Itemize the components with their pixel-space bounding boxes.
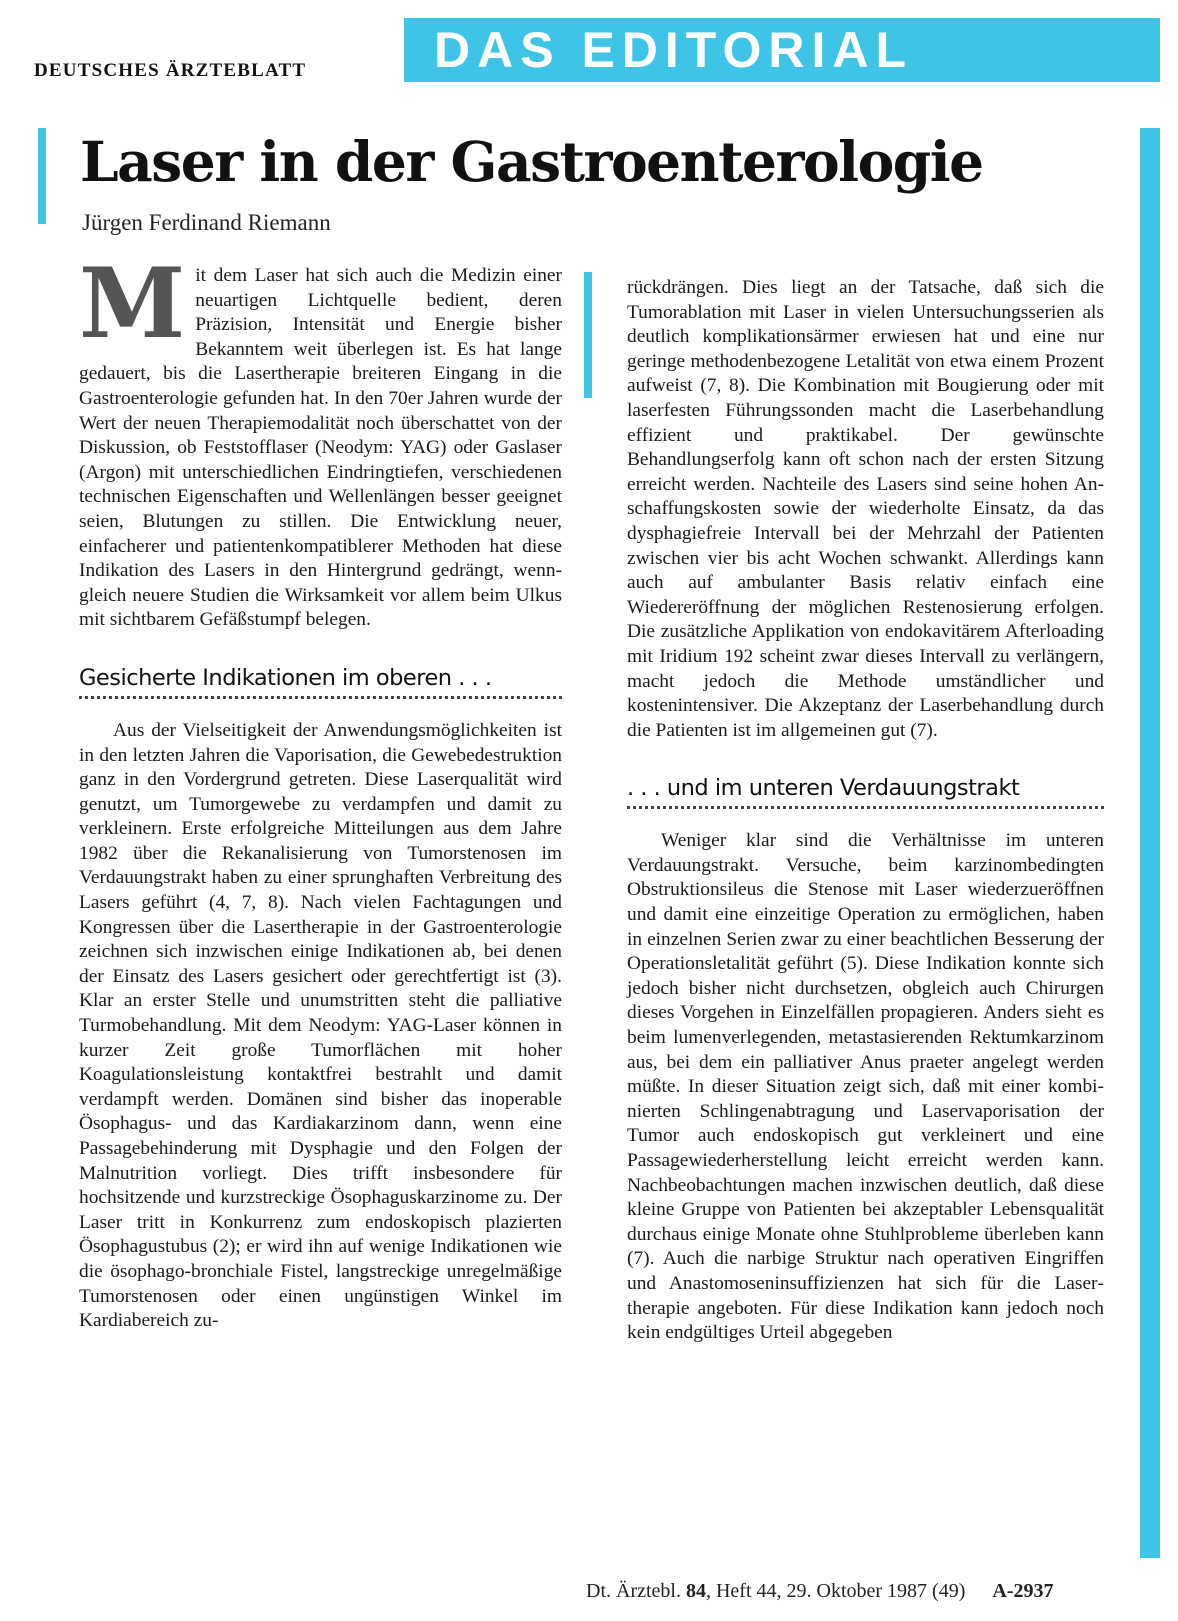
citation-suffix: , Heft 44, 29. Oktober 1987 (49) <box>705 1580 966 1602</box>
page-footer <box>586 1580 1054 1603</box>
citation-prefix: Dt. Ärztebl. <box>586 1580 681 1602</box>
right-accent-bar <box>1140 128 1160 1558</box>
article-title: Laser in der Gastroenterologie <box>80 129 983 194</box>
article-author: Jürgen Ferdinand Riemann <box>82 210 331 235</box>
section-label: DAS EDITORIAL <box>434 22 913 78</box>
section1-paragraph: Aus der Vielseitigkeit der Anwendungsmöglichkeiten ist in den letzten Jahren die Vaporisation, die Gewebedestruktion ganz in den Vordergrund getreten. Diese Laserqualität wird genutzt, um Tumorgewebe zu verdampfen und damit zu verkleinern. Erste erfolgreiche Mitteilungen aus dem Jahre 1982 über die Rekanalisierung von Tumorstenosen im Verdauungstrakt haben zu einer sprunghaften Verbreitung des Lasers geführt (4, 7, 8). Nach vielen Fachtagungen und Kongressen über die Lasertherapie in der Gastroenterologie zeichnen sich inzwischen einige Indikationen ab, bei denen der Einsatz des Lasers gesichert oder gerechtfertigt ist (3). Klar an erster Stelle und unumstritten steht die palliative Turmobehandlung. Mit dem Neodym: YAG-Laser können in kurzer Zeit große Tumorflächen mit hoher Koagulationsleistung kontaktfrei bestrahlt und damit verdampft werden. Domänen sind bisher das inoperable Ösophagus- und das Kardiakarzinom dann, wenn eine Passagebehinderung mit Dysphagie und den Folgen der Malnutrition vorliegt. Dies trifft insbesondere für hochsitzende und kurzstreckige Ösophaguskarzinome zu. Der Laser tritt in Konkurrenz zum endoskopisch plazierten Ösophagustubus (2); er wird ihn auf wenige Indikationen wie die ösophago-bronchiale Fistel, langstreckige unregelmäßige Tumorstenosen oder einen ungünstigen Winkel im Kardiabereich zu- <box>79 719 562 1332</box>
section2-heading: . . . und im unteren Verdauungstrakt <box>627 773 1104 809</box>
section1-continued-paragraph: rückdrängen. Dies liegt an der Tatsache, daß sich die Tumorablation mit Laser in vielen Untersuchungsserien als deutlich komplikationsärmer erwiesen hat und eine nur geringe methodenbezogene Letalität von etwa einem Prozent aufweist (7, 8). Die Kombination mit Bougierung oder mit laserfesten Führungssonden macht die Laserbehandlung effizient und praktikabel. Der gewünschte Behandlungserfolg kann oft schon nach der ersten Sitzung erreicht werden. Nachteile des Lasers sind seine hohen Anschaffungskosten sowie der wiederholte Einsatz, da das dysphagiefreie Intervall bei der Mehrzahl der Patienten zwischen vier bis acht Wochen schwankt. Allerdings kann auch auf ambulanter Basis relativ einfach eine Wiedereröffnung der möglichen Restenosierung erfolgen. Die zusätzliche Applikation von endokavitärem Afterloading mit Iridium 192 scheint zwar dieses Intervall zu verlängern, macht jedoch die Methode umständlicher und kostenintensiver. Die Akzeptanz der Laserbehandlung durch die Patienten ist im allgemeinen gut (7). <box>627 277 1104 741</box>
intro-text: it dem Laser hat sich auch die Medizin einer neuartigen Lichtquelle bedient, deren Präzision, Intensität und Energie bisher Bekanntem weit überlegen ist. Es hat lange gedauert, bis die Lasertherapie breiteren Eingang in die Gastroenterologie gefunden hat. In den 70er Jahren wurde der Wert der neuen Therapiemodalität noch überschattet von der Diskussion, ob Feststofflaser (Neodym: YAG) oder Gaslaser (Argon) mit unterschiedlichen Eindringtiefen, verschiedenen technischen Eigenschaften und Wellenlängen besser geeignet seien, Blutungen zu stillen. Die Entwicklung neuer, einfacherer und patientenkompatiblerer Methoden hat diese Indikation des Lasers in den Hintergrund gedrängt, wenngleich neuere Studien die Wirksamkeit vor allem beim Ulkus mit sichtbarem Gefäßstumpf belegen. <box>79 265 562 631</box>
page-number: A-2937 <box>992 1580 1054 1602</box>
section-banner <box>404 18 1160 82</box>
masthead-publication: DEUTSCHES ÄRZTEBLATT <box>34 60 307 81</box>
column-right <box>627 276 1104 1346</box>
section1-heading: Gesicherte Indikationen im oberen . . . <box>79 663 562 699</box>
column-left <box>79 247 562 1334</box>
title-accent-bar-left <box>38 128 46 224</box>
section2-paragraph: Weniger klar sind die Verhältnisse im unteren Verdauungstrakt. Versuche, beim karzinombedingten Obstruktionsileus die Stenose mit Laser wiederzueröffnen und damit eine einzeitige Operation zu ermöglichen, haben in einzelnen Serien zwar zu einer beachtlichen Besserung der Operationsletalität geführt (5). Diese Indikation konnte sich jedoch bisher nicht durchsetzen, obgleich auch Chirurgen dieses Vorgehen in Einzelfällen propagieren. Anders sieht es beim lumenverlegenden, metastasierenden Rektumkarzinom aus, bei dem ein palliativer Anus praeter angelegt werden müßte. In dieser Situation zeigt sich, daß mit einer kombinierten Schlingenabtragung und Laservaporisation der Tumor auch endoskopisch gut verkleinert und eine Passagewiederherstellung leicht erreicht werden kann. Nachbeobachtungen machen inzwischen deutlich, daß diese kleine Gruppe von Patienten bei akzeptabler Lebensqualität durchaus einige Monate ohne Stuhlprobleme überleben kann (7). Auch die narbige Struktur nach operativen Eingriffen und Anastomoseninsuffizienzen hat sich für die Lasertherapie angeboten. Für diese Indikation kann jedoch noch kein endgültiges Urteil abgegeben <box>627 830 1104 1344</box>
intro-paragraph <box>79 247 562 633</box>
citation-volume: 84 <box>685 1580 706 1602</box>
column-accent-bar <box>584 272 592 398</box>
drop-cap: M <box>79 247 186 360</box>
